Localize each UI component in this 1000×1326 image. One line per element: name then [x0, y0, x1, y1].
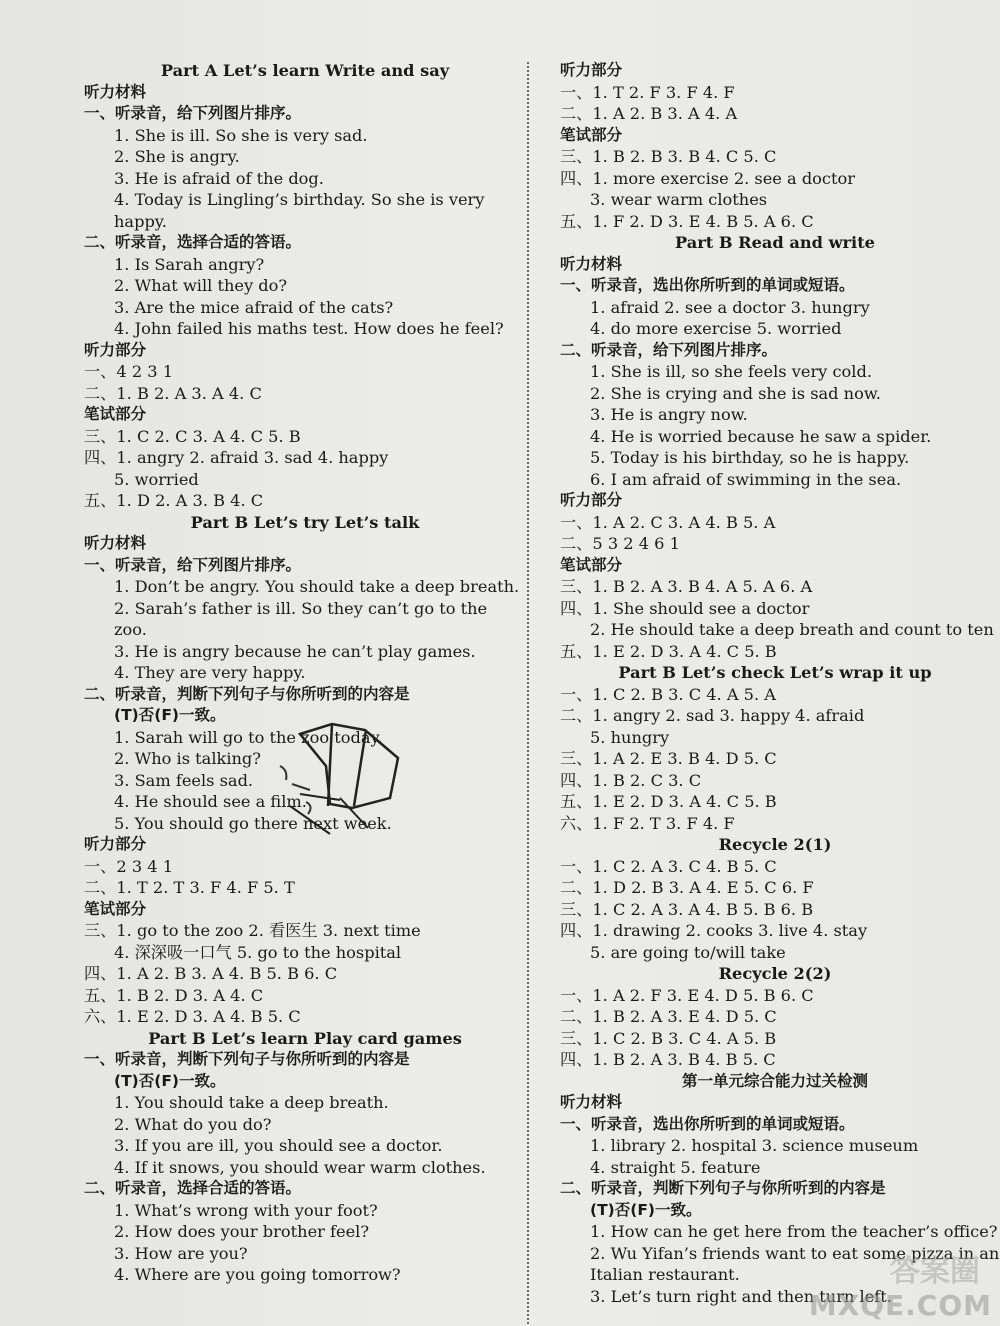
- section-title: Part B Let’s check Let’s wrap it up: [618, 663, 932, 682]
- text-line: 四、1. She should see a doctor: [560, 598, 810, 618]
- text-line: 听力部分: [84, 340, 147, 359]
- text-line: 四、1. angry 2. afraid 3. sad 4. happy: [84, 448, 389, 467]
- text-line: 二、1. D 2. B 3. A 4. E 5. C 6. F: [560, 878, 814, 897]
- text-line: 三、1. go to the zoo 2. 看医生 3. next time: [84, 921, 421, 940]
- text-line: Italian restaurant.: [590, 1265, 740, 1284]
- text-line: 四、1. more exercise 2. see a doctor: [560, 168, 855, 188]
- text-line: 1. She is ill. So she is very sad.: [114, 125, 368, 145]
- text-line: 三、1. A 2. E 3. B 4. D 5. C: [560, 749, 777, 768]
- column-divider: [527, 62, 530, 1324]
- text-line: (T)否(F)一致。: [114, 1071, 226, 1090]
- text-line: happy.: [114, 211, 167, 231]
- text-line: 3. How are you?: [114, 1243, 248, 1263]
- section-title: 第一单元综合能力过关检测: [681, 1071, 868, 1090]
- text-line: 1. Don’t be angry. You should take a deep breath.: [114, 577, 520, 596]
- text-line: 1. Sarah will go to the zoo today.: [114, 727, 383, 747]
- text-line: 三、1. C 2. C 3. A 4. C 5. B: [84, 426, 301, 446]
- text-line: (T)否(F)一致。: [590, 1200, 702, 1219]
- text-line: 2. What will they do?: [114, 276, 288, 295]
- text-line: 听力部分: [84, 835, 147, 853]
- section-title: Part B Let’s learn Play card games: [148, 1028, 462, 1048]
- text-line: 二、1. B 2. A 3. E 4. D 5. C: [560, 1007, 777, 1026]
- text-line: 二、听录音，选择合适的答语。: [84, 1179, 302, 1197]
- text-line: 笔试部分: [560, 555, 623, 574]
- text-line: 六、1. F 2. T 3. F 4. F: [560, 813, 735, 833]
- text-line: 2. She is angry.: [114, 147, 240, 166]
- text-line: 二、5 3 2 4 6 1: [560, 534, 680, 553]
- text-line: 2. He should take a deep breath and count to ten: [590, 620, 994, 639]
- text-line: 2. What do you do?: [114, 1114, 272, 1134]
- text-line: 3. Are the mice afraid of the cats?: [114, 297, 394, 317]
- text-line: 1. She is ill, so she feels very cold.: [590, 362, 872, 381]
- text-line: 五、1. D 2. A 3. B 4. C: [84, 491, 264, 510]
- text-line: 2. How does your brother feel?: [114, 1222, 370, 1241]
- text-line: 二、听录音，判断下列句子与你所听到的内容是: [84, 684, 410, 703]
- text-line: 4. Today is Lingling’s birthday. So she is very: [114, 190, 485, 209]
- text-line: 一、1. C 2. A 3. C 4. B 5. C: [560, 856, 777, 876]
- text-line: 一、1. A 2. F 3. E 4. D 5. B 6. C: [560, 985, 814, 1005]
- text-line: (T)否(F)一致。: [114, 706, 226, 724]
- text-line: 4. 深深吸一口气 5. go to the hospital: [114, 942, 402, 962]
- text-line: 听力部分: [560, 491, 623, 509]
- text-line: 听力材料: [84, 534, 147, 552]
- text-line: 2. She is crying and she is sad now.: [590, 383, 881, 403]
- section-title: Part B Let’s try Let’s talk: [190, 512, 420, 532]
- text-line: 五、1. B 2. D 3. A 4. C: [84, 985, 264, 1005]
- text-line: 一、1. C 2. B 3. C 4. A 5. A: [560, 684, 776, 704]
- text-line: 3. Let’s turn right and then turn left.: [590, 1286, 892, 1306]
- text-line: 笔试部分: [560, 125, 623, 144]
- text-line: 3. He is afraid of the dog.: [114, 168, 324, 188]
- text-line: 一、听录音，选出你所听到的单词或短语。: [560, 1114, 855, 1133]
- text-line: 四、1. B 2. C 3. C: [560, 770, 702, 790]
- text-line: 二、听录音，选择合适的答语。: [84, 233, 302, 251]
- text-line: 4. If it snows, you should wear warm clothes.: [114, 1157, 486, 1177]
- text-line: 一、听录音，选出你所听到的单词或短语。: [560, 276, 855, 294]
- text-line: 1. library 2. hospital 3. science museum: [590, 1136, 919, 1155]
- watermark-logo: 答案圈: [890, 1254, 980, 1289]
- text-line: 四、1. B 2. A 3. B 4. B 5. C: [560, 1050, 776, 1069]
- text-line: 2. Sarah’s father is ill. So they can’t go to the: [114, 598, 488, 618]
- text-line: 1. afraid 2. see a doctor 3. hungry: [590, 297, 870, 317]
- text-line: 三、1. C 2. A 3. A 4. B 5. B 6. B: [560, 899, 814, 919]
- text-line: 二、1. angry 2. sad 3. happy 4. afraid: [560, 706, 865, 725]
- text-line: 一、听录音，给下列图片排序。: [84, 104, 302, 122]
- text-line: 4. He should see a film.: [114, 792, 307, 811]
- text-line: 五、1. E 2. D 3. A 4. C 5. B: [560, 792, 777, 811]
- pencil-scribble: [270, 706, 420, 856]
- text-line: 4. straight 5. feature: [590, 1157, 761, 1177]
- text-line: 四、1. A 2. B 3. A 4. B 5. B 6. C: [84, 964, 338, 983]
- text-line: 1. How can he get here from the teacher’s office?: [590, 1222, 998, 1241]
- text-line: 5. You should go there next week.: [114, 813, 392, 833]
- right-column: [560, 60, 1000, 1307]
- text-line: 4. Where are you going tomorrow?: [114, 1265, 401, 1284]
- text-line: 3. Sam feels sad.: [114, 770, 254, 790]
- text-line: 1. What’s wrong with your foot?: [114, 1200, 378, 1220]
- text-line: 3. If you are ill, you should see a doctor.: [114, 1136, 443, 1155]
- text-line: 6. I am afraid of swimming in the sea.: [590, 469, 902, 489]
- text-line: 听力材料: [560, 1093, 623, 1111]
- text-line: 1. You should take a deep breath.: [114, 1093, 389, 1112]
- text-line: 笔试部分: [84, 405, 147, 423]
- text-line: 一、1. A 2. C 3. A 4. B 5. A: [560, 512, 776, 532]
- text-line: 5. worried: [114, 469, 199, 489]
- text-line: 二、听录音，判断下列句子与你所听到的内容是: [560, 1179, 886, 1197]
- section-title: Recycle 2(1): [718, 835, 832, 854]
- text-line: 笔试部分: [84, 899, 147, 918]
- text-line: 1. Is Sarah angry?: [114, 254, 265, 274]
- watermark-domain: MXQE.COM: [808, 1289, 992, 1322]
- text-line: 4. John failed his maths test. How does he feel?: [114, 319, 504, 338]
- text-line: 听力部分: [560, 61, 623, 79]
- text-line: 听力材料: [560, 254, 623, 273]
- text-line: 3. wear warm clothes: [590, 190, 768, 209]
- text-line: 三、1. B 2. B 3. B 4. C 5. C: [560, 147, 777, 166]
- text-line: 六、1. E 2. D 3. A 4. B 5. C: [84, 1007, 301, 1026]
- text-line: 3. He is angry because he can’t play games.: [114, 641, 476, 661]
- left-column: [84, 60, 520, 1286]
- text-line: 三、1. B 2. A 3. B 4. A 5. A 6. A: [560, 577, 813, 596]
- text-line: 二、1. T 2. T 3. F 4. F 5. T: [84, 878, 295, 897]
- text-line: 二、1. B 2. A 3. A 4. C: [84, 383, 262, 403]
- text-line: 4. They are very happy.: [114, 663, 306, 682]
- text-line: 二、听录音，给下列图片排序。: [560, 340, 778, 359]
- section-title: Part B Read and write: [675, 233, 875, 252]
- text-line: 一、2 3 4 1: [84, 856, 174, 876]
- text-line: 2. Who is talking?: [114, 749, 261, 768]
- text-line: 5. hungry: [590, 727, 670, 747]
- text-line: 听力材料: [84, 82, 147, 101]
- text-line: 5. are going to/will take: [590, 942, 786, 962]
- text-line: 3. He is angry now.: [590, 405, 748, 424]
- text-line: 四、1. drawing 2. cooks 3. live 4. stay: [560, 921, 868, 940]
- text-line: 4. do more exercise 5. worried: [590, 319, 842, 338]
- text-line: 一、1. T 2. F 3. F 4. F: [560, 82, 735, 102]
- text-line: 5. Today is his birthday, so he is happy.: [590, 448, 910, 467]
- text-line: 五、1. F 2. D 3. E 4. B 5. A 6. C: [560, 211, 814, 231]
- text-line: 一、听录音，给下列图片排序。: [84, 555, 302, 574]
- text-line: 一、听录音，判断下列句子与你所听到的内容是: [84, 1050, 410, 1068]
- text-line: zoo.: [114, 620, 147, 639]
- section-title: Recycle 2(2): [718, 964, 832, 983]
- text-line: 4. He is worried because he saw a spider.: [590, 426, 932, 446]
- section-title: Part A Let’s learn Write and say: [160, 61, 450, 80]
- text-line: 一、4 2 3 1: [84, 362, 174, 381]
- text-line: 五、1. E 2. D 3. A 4. C 5. B: [560, 641, 777, 661]
- text-line: 三、1. C 2. B 3. C 4. A 5. B: [560, 1028, 777, 1048]
- text-line: 二、1. A 2. B 3. A 4. A: [560, 104, 738, 123]
- text-line: 2. Wu Yifan’s friends want to eat some pizza in an: [590, 1243, 1000, 1263]
